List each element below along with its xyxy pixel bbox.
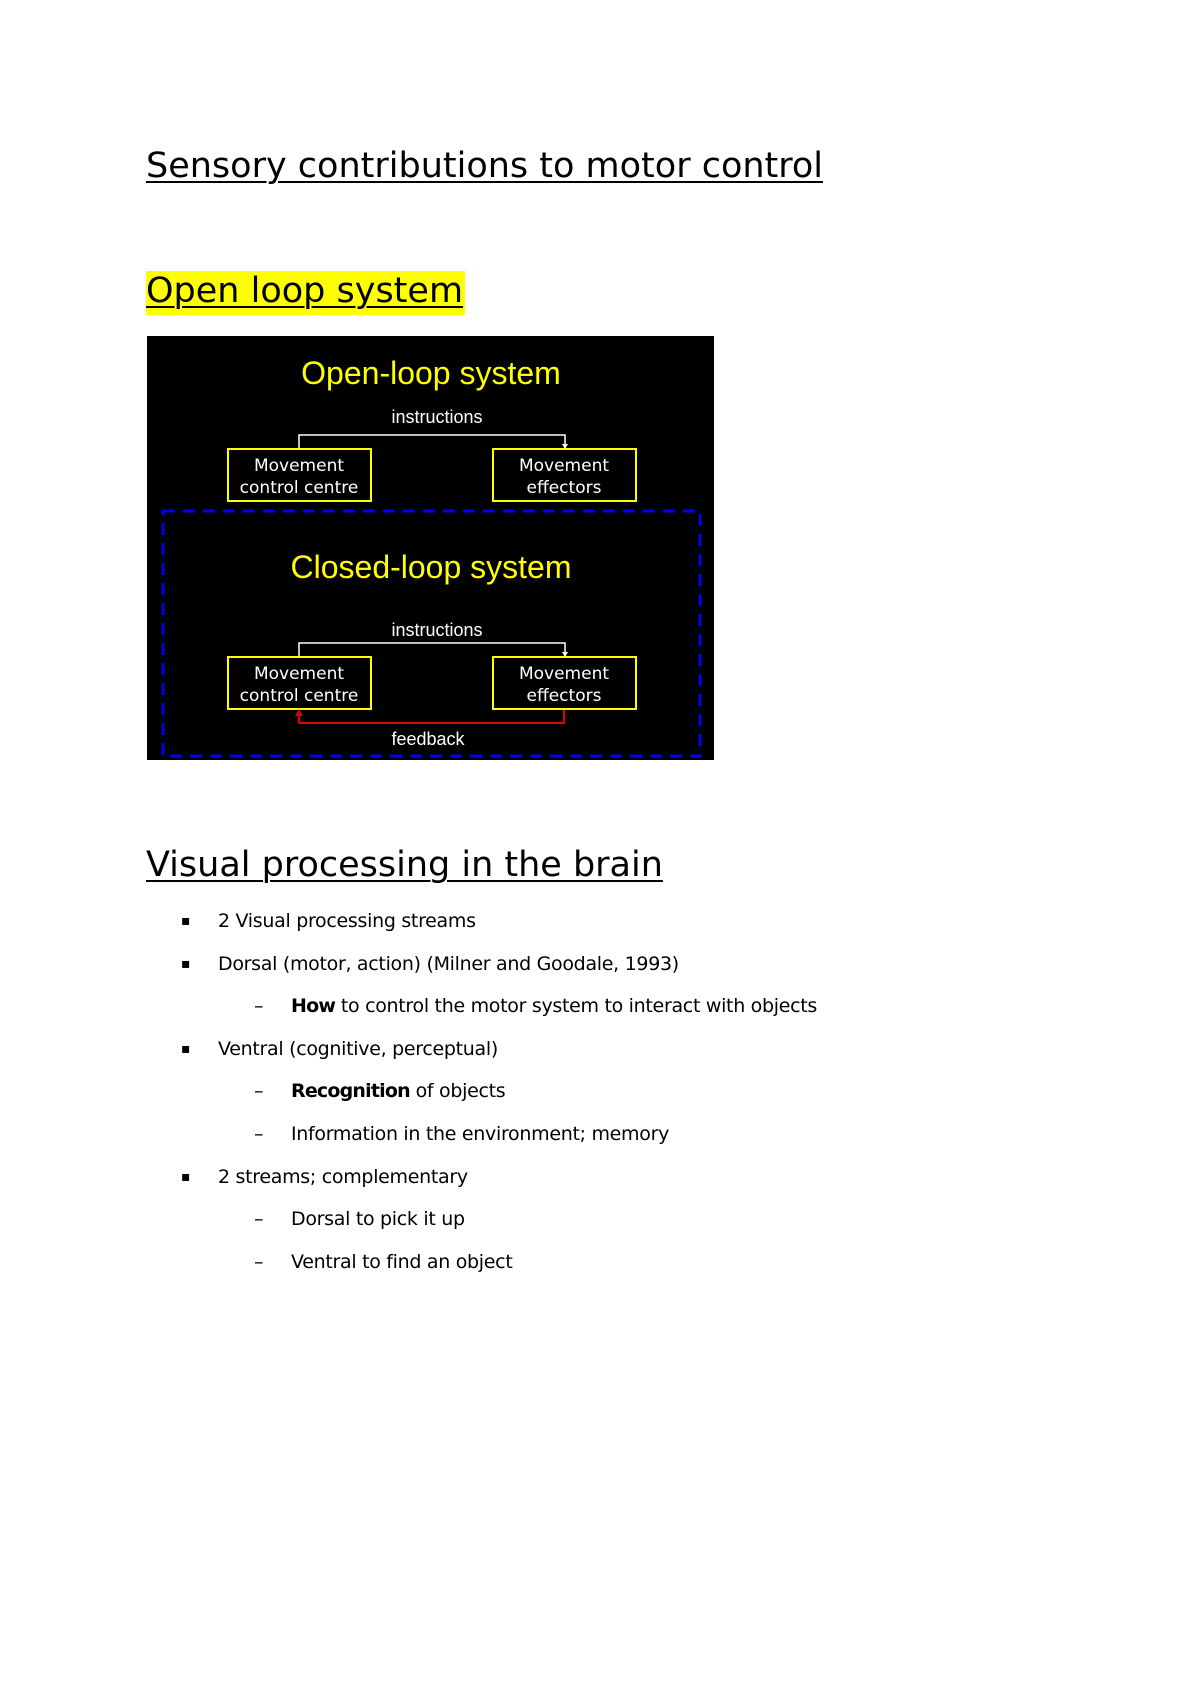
dash-marker: –: [254, 1250, 264, 1273]
closed-control-centre-line2: control centre: [239, 686, 359, 706]
feedback-connector: [299, 710, 564, 723]
list-item-text: Ventral (cognitive, perceptual): [218, 1037, 498, 1060]
open-instructions-label: instructions: [391, 407, 483, 427]
list-item: [0, 943, 1200, 986]
list-item: [0, 1156, 1200, 1199]
closed-effectors-line1: Movement: [518, 664, 610, 684]
closed-instructions-connector: [299, 643, 565, 656]
open-effectors-line2: effectors: [526, 478, 602, 498]
bullet-marker: ▪: [181, 1168, 191, 1185]
loop-systems-diagram: [147, 336, 714, 760]
closed-loop-title: Closed-loop system: [290, 549, 572, 585]
feedback-label: feedback: [391, 729, 465, 749]
open-loop-heading: Open loop system: [146, 271, 465, 315]
list-subitem-rest: of objects: [409, 1080, 506, 1103]
list-item-text: 2 Visual processing streams: [218, 910, 476, 932]
dash-marker: –: [254, 995, 264, 1018]
bullet-marker: ▪: [181, 955, 191, 972]
list-subitem-text: [291, 1070, 505, 1113]
open-control-centre-line1: Movement: [253, 456, 345, 476]
list-subitem-text: Information in the environment; memory: [291, 1122, 670, 1145]
list-subitem-text: Ventral to find an object: [291, 1250, 513, 1273]
bullet-marker: ▪: [181, 1040, 191, 1057]
list-item: [0, 1028, 1200, 1071]
visual-processing-list: [0, 900, 1200, 1283]
bullet-marker: ▪: [181, 913, 191, 929]
emphasis-recognition: Recognition: [291, 1080, 410, 1103]
open-loop-title: Open-loop system: [301, 355, 561, 391]
feedback-arrowhead: [295, 709, 303, 716]
visual-processing-heading: Visual processing in the brain: [146, 845, 663, 885]
open-instructions-connector: [299, 435, 565, 448]
loop-systems-slide: [147, 336, 714, 760]
open-effectors-line1: Movement: [518, 456, 610, 476]
list-subitem-text: [291, 985, 817, 1028]
emphasis-how: How: [291, 995, 336, 1018]
closed-effectors-line2: effectors: [526, 686, 602, 706]
list-subitem: [0, 1241, 1200, 1284]
dash-marker: –: [254, 1122, 264, 1145]
list-subitem-text: Dorsal to pick it up: [291, 1208, 465, 1231]
list-item: [0, 900, 1200, 943]
closed-control-centre-line1: Movement: [253, 664, 345, 684]
list-subitem: [0, 1198, 1200, 1241]
list-subitem: [0, 1070, 1200, 1113]
open-control-centre-line2: control centre: [239, 478, 359, 498]
dash-marker: –: [254, 1208, 264, 1231]
closed-instructions-label: instructions: [391, 620, 483, 640]
list-item-text: 2 streams; complementary: [218, 1165, 468, 1188]
page-title: Sensory contributions to motor control: [146, 146, 824, 186]
list-subitem: [0, 1113, 1200, 1156]
list-subitem-rest: to control the motor system to interact with objects: [335, 995, 818, 1018]
list-item-text: Dorsal (motor, action) (Milner and Goodale, 1993): [218, 952, 679, 975]
list-subitem: [0, 985, 1200, 1028]
dash-marker: –: [254, 1080, 264, 1103]
